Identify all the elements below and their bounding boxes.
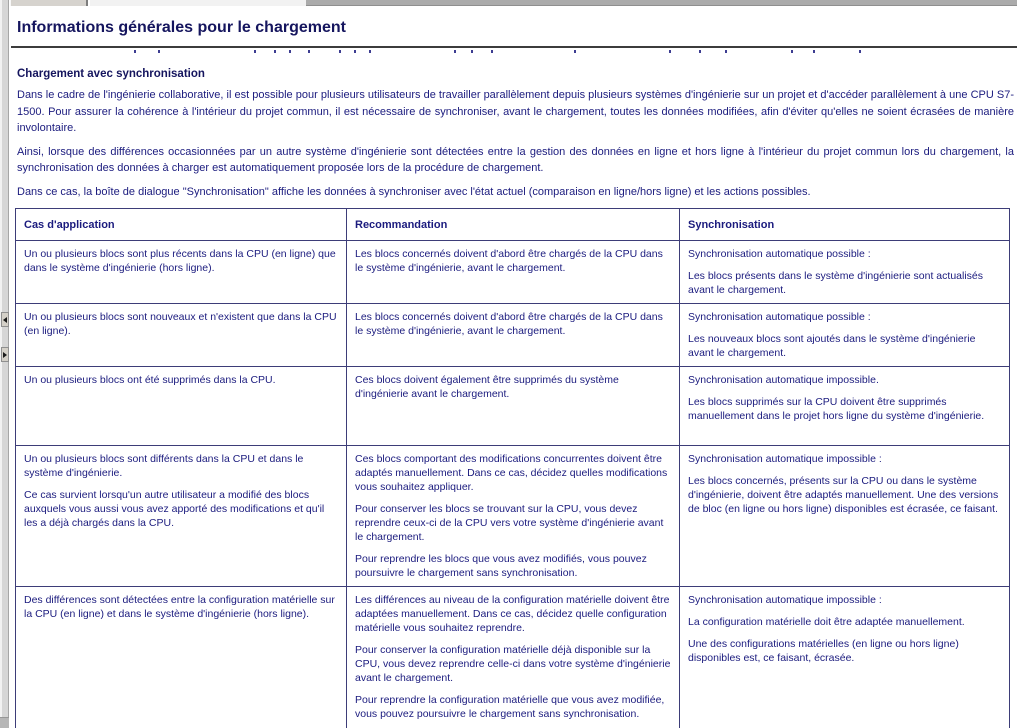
vertical-splitter[interactable] [0,0,9,728]
text-fragment [471,50,473,53]
text-fragment [274,50,276,53]
text-fragment [354,50,356,53]
intro-paragraph-3: Dans ce cas, la boîte de dialogue "Synchronisation" affiche les données à synchroniser avec l'état actuel (comparaison en ligne/hors ligne) et les actions possibles. [17,185,811,198]
cell-paragraph: Synchronisation automatique impossible. [688,374,879,386]
page-title: Informations générales pour le chargement [17,19,346,36]
title-divider [11,46,1017,48]
text-fragment [699,50,701,53]
help-article [9,6,1017,728]
cell-paragraph: Ce cas survient lorsqu'un autre utilisateur a modifié des blocs auxquels vous aussi vous avez apporté des modifications et qu'il les a déjà chargés dans la CPU. [24,489,325,529]
cell-paragraph: Ces blocs doivent également être supprimés du système d'ingénierie avant le chargement. [355,374,619,400]
column-header-synchronisation: Synchronisation [680,209,1010,241]
cell-paragraph: Les différences au niveau de la configuration matérielle doivent être adaptées manuellement. Dans ce cas, décidez quelle configuration matérielle vous souhaitez reprendre. [355,594,670,634]
text-fragment [308,50,310,53]
cell-paragraph: Des différences sont détectées entre la configuration matérielle sur la CPU (en ligne) et dans le système d'ingénierie (hors ligne). [24,594,335,620]
cell-paragraph: Un ou plusieurs blocs sont nouveaux et n'existent que dans la CPU (en ligne). [24,311,337,337]
table-cell [347,241,680,304]
text-fragment [289,50,291,53]
table-cell [16,304,347,367]
cell-paragraph: Les blocs supprimés sur la CPU doivent être supprimés manuellement dans le projet hors ligne du système d'ingénierie. [688,396,985,422]
table-row [16,446,1010,587]
cell-paragraph: Synchronisation automatique impossible : [688,453,882,465]
table-cell [347,304,680,367]
cell-paragraph: Une des configurations matérielles (en ligne ou hors ligne) disponibles est, ce faisant, écrasée. [688,638,959,664]
cell-paragraph: Synchronisation automatique impossible : [688,594,882,606]
table-cell [680,367,1010,446]
table-cell [16,241,347,304]
cell-paragraph: Un ou plusieurs blocs ont été supprimés dans la CPU. [24,374,276,386]
text-fragment [254,50,256,53]
cell-paragraph: Les blocs concernés doivent d'abord être chargés de la CPU dans le système d'ingénierie, avant le chargement. [355,311,663,337]
sync-table [15,208,1010,728]
cell-paragraph: Pour conserver la configuration matérielle déjà disponible sur la CPU, vous devez reprendre celle-ci dans votre système d'ingénierie avant le chargement. [355,644,671,684]
text-fragment [725,50,727,53]
text-fragment [669,50,671,53]
table-row [16,241,1010,304]
table-cell [16,367,347,446]
text-fragment [369,50,371,53]
cell-paragraph: Les blocs présents dans le système d'ingénierie sont actualisés avant le chargement. [688,270,983,296]
text-fragment [813,50,815,53]
text-fragment [859,50,861,53]
table-row [16,367,1010,446]
splitter-bottom-cap [0,717,9,728]
cell-paragraph: Pour conserver les blocs se trouvant sur la CPU, vous devez reprendre ceux-ci de la CPU vers votre système d'ingénierie avant le chargement. [355,503,664,543]
text-fragment [791,50,793,53]
cell-paragraph: Pour reprendre la configuration matérielle que vous avez modifiée, vous pouvez poursuivre le chargement sans synchronisation. [355,694,665,720]
cell-paragraph: Un ou plusieurs blocs sont plus récents dans la CPU (en ligne) que dans le système d'ingénierie (hors ligne). [24,248,336,274]
cell-paragraph: Synchronisation automatique possible : [688,248,871,260]
table-cell [680,446,1010,587]
text-fragment [574,50,576,53]
table-row [16,587,1010,728]
table-header-row [16,209,1010,241]
table-cell [16,587,347,728]
table-cell [680,304,1010,367]
cell-paragraph: Les blocs concernés, présents sur la CPU ou dans le système d'ingénierie, doivent être adaptés manuellement. Une des versions de bloc (en ligne ou hors ligne) disponibles est écrasée, ce faisant. [688,475,999,515]
intro-paragraph-2: Ainsi, lorsque des différences occasionnées par un autre système d'ingénierie sont détectées entre la gestion des données en ligne et hors ligne à l'intérieur du projet commun lors du chargement, la synchronisation des données à charger est automatiquement proposée lors de la procédure de chargement. [17,145,1014,174]
cell-paragraph: La configuration matérielle doit être adaptée manuellement. [688,616,965,628]
cell-paragraph: Un ou plusieurs blocs sont différents dans la CPU et dans le système d'ingénierie. [24,453,304,479]
column-header-recommandation: Recommandation [347,209,680,241]
sync-table-body [16,241,1010,728]
text-fragment [158,50,160,53]
text-fragment [491,50,493,53]
cell-paragraph: Les nouveaux blocs sont ajoutés dans le système d'ingénierie avant le chargement. [688,333,976,359]
table-cell [347,587,680,728]
table-row [16,304,1010,367]
cell-paragraph: Les blocs concernés doivent d'abord être chargés de la CPU dans le système d'ingénierie, avant le chargement. [355,248,663,274]
clipped-text-line [9,49,1017,55]
column-header-cas: Cas d'application [16,209,347,241]
table-cell [16,446,347,587]
cell-paragraph: Pour reprendre les blocs que vous avez modifiés, vous pouvez poursuivre le chargement sans synchronisation. [355,553,647,579]
text-fragment [339,50,341,53]
splitter-collapse-button[interactable] [1,312,9,327]
intro-paragraph-1: Dans le cadre de l'ingénierie collaborative, il est possible pour plusieurs utilisateurs de travailler parallèlement depuis plusieurs systèmes d'ingénierie sur un projet et d'accéder parallèlement à une CPU S7-1500. Pour assurer la cohérence à l'intérieur du projet commun, il est nécessaire de synchroniser, avant le chargement, toutes les données modifiées, afin d'éviter qu'elles ne soient écrasées de manière involontaire. [17,89,1014,134]
section-heading: Chargement avec synchronisation [17,68,205,80]
text-fragment [134,50,136,53]
table-cell [680,587,1010,728]
right-arrow-icon [3,352,7,358]
text-fragment [454,50,456,53]
table-cell [347,367,680,446]
splitter-expand-button[interactable] [1,347,9,362]
cell-paragraph: Ces blocs comportant des modifications concurrentes doivent être adaptés manuellement. Dans ce cas, décidez quelles modifications vous souhaitez appliquer. [355,453,668,493]
table-cell [680,241,1010,304]
cell-paragraph: Synchronisation automatique possible : [688,311,871,323]
table-cell [347,446,680,587]
left-arrow-icon [3,317,7,323]
